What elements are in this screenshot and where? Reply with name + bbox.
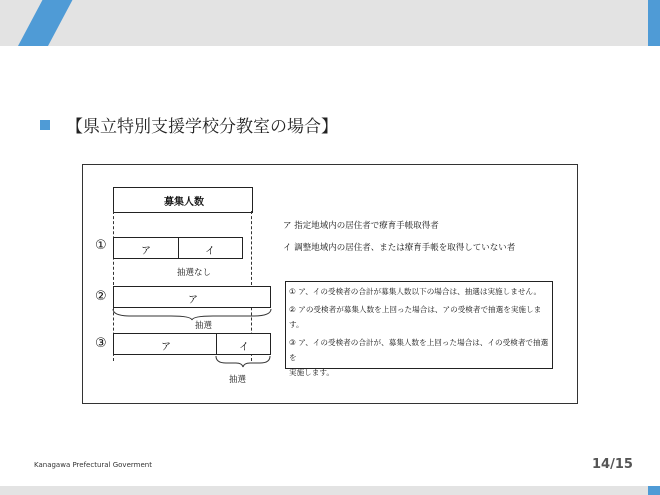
case-3-a-label: ア (161, 342, 171, 353)
case-2-a-label: ア (188, 295, 198, 306)
case-2-lottery-bracket (111, 307, 273, 321)
page-number: 14/15 (592, 457, 633, 472)
case-3-lottery-bracket (214, 354, 272, 368)
case-2-number: ② (95, 289, 107, 304)
explanation-line: ③ ア、イの受検者の合計が、募集人数を上回った場合は、イの受検者で抽選を (289, 338, 549, 362)
explanation-line: ① ア、イの受検者の合計が募集人数以下の場合は、抽選は実施しません。 (289, 287, 542, 296)
case-3-number: ③ (95, 336, 107, 351)
capacity-box (113, 187, 253, 213)
case-1-i-cell (178, 237, 243, 259)
header-corner-accent (648, 0, 660, 46)
selection-diagram (82, 164, 578, 404)
explanation-line: 実施します。 (289, 368, 334, 377)
heading-text: 【県立特別支援学校分教室の場合】 (66, 117, 338, 137)
square-bullet-icon (40, 120, 50, 130)
footer-organization: Kanagawa Prefectural Goverment (34, 461, 152, 469)
case-3-i-cell (216, 333, 271, 355)
explanation-line: ② アの受検者が募集人数を上回った場合は、アの受検者で抽選を実施します。 (289, 305, 542, 329)
capacity-label: 募集人数 (164, 197, 204, 208)
case-3-a-cell (113, 333, 217, 355)
legend-a: ア 指定地域内の居住者で療育手帳取得者 (283, 221, 439, 231)
header-accent-stripe (18, 0, 72, 46)
explanation-box (285, 281, 553, 377)
legend-i: イ 調整地域内の居住者、または療育手帳を取得していない者 (283, 243, 516, 253)
case-3-i-label: イ (239, 342, 249, 353)
case-1-number: ① (95, 238, 107, 253)
case-2-note: 抽選 (195, 321, 213, 331)
top-bar (0, 0, 660, 46)
bottom-bar (0, 486, 660, 495)
case-1-note: 抽選なし (177, 268, 212, 278)
case-1-i-label: イ (205, 246, 215, 257)
case-1-a-label: ア (141, 246, 151, 257)
case-3-note: 抽選 (229, 375, 247, 385)
case-2-a-cell (113, 286, 271, 308)
footer-corner-accent (648, 486, 660, 495)
case-1-a-cell (113, 237, 179, 259)
slide-heading (40, 112, 338, 137)
